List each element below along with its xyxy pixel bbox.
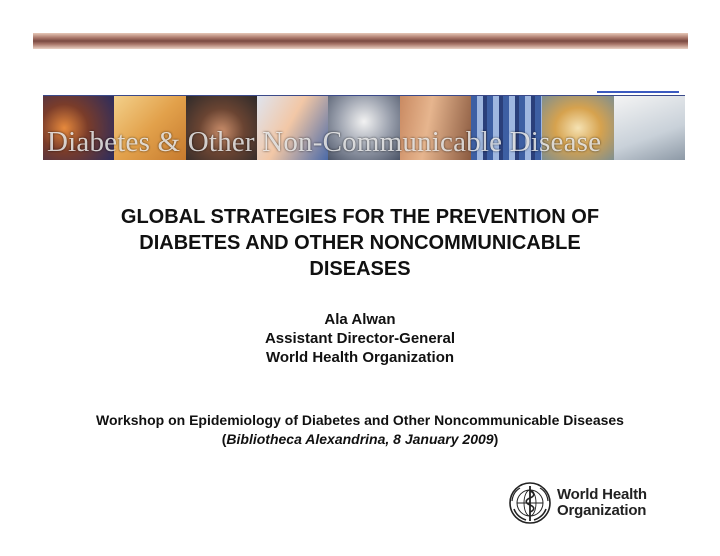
banner-title: Diabetes & Other Non-Communicable Disease [47, 126, 602, 158]
author-block [160, 310, 560, 367]
venue-paren-open: ( [221, 431, 227, 447]
slide-title [60, 204, 660, 282]
workshop-block [40, 411, 680, 449]
title-line-3: DISEASES [309, 258, 411, 280]
author-role: Assistant Director-General [264, 330, 456, 347]
title-line-1: GLOBAL STRATEGIES FOR THE PREVENTION OF [120, 206, 600, 228]
banner-accent-line [597, 91, 679, 93]
title-line-2: DIABETES AND OTHER NONCOMMUNICABLE [139, 232, 581, 254]
header-banner [43, 95, 685, 160]
author-name: Ala Alwan [324, 311, 396, 328]
top-decorative-bar [33, 33, 688, 49]
workshop-venue [40, 430, 680, 449]
who-wordmark [557, 487, 647, 519]
venue-text: Bibliotheca Alexandrina, 8 January 2009 [226, 431, 494, 447]
who-wordmark-line-1: World Health [557, 486, 647, 503]
who-wordmark-line-2: Organization [557, 502, 647, 519]
workshop-title: Workshop on Epidemiology of Diabetes and Other Noncommunicable Diseases [96, 412, 624, 428]
author-organization: World Health Organization [265, 349, 455, 366]
venue-paren-close: ) [493, 431, 499, 447]
who-logo [508, 481, 653, 525]
who-emblem-icon [508, 481, 552, 525]
